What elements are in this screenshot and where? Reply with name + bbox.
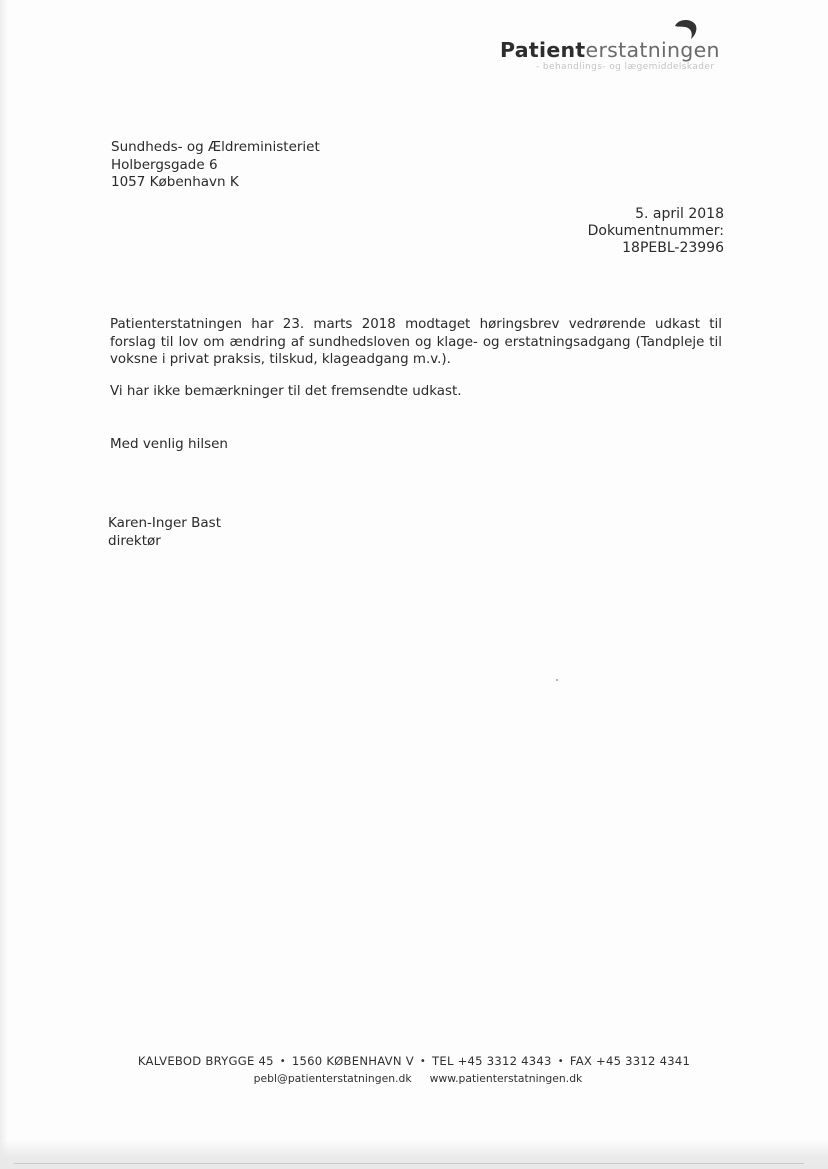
footer-separator: • [557, 1056, 564, 1067]
document-number-label: Dokumentnummer: [587, 223, 724, 239]
letter-date: 5. april 2018 [635, 206, 724, 222]
recipient-street: Holbergsgade 6 [111, 156, 218, 173]
footer-tel: TEL +45 3312 4343 [432, 1054, 552, 1068]
letter-footer [0, 1054, 828, 1085]
signature-block [108, 514, 221, 550]
body-paragraph-2: Vi har ikke bemærkninger til det fremsendte udkast. [110, 383, 462, 399]
footer-contact-line [0, 1054, 828, 1068]
footer-web-line [0, 1072, 828, 1085]
signatory-title: direktør [108, 533, 161, 549]
patienterstatningen-logo [498, 18, 728, 78]
logo-wordmark-light: erstatningen [585, 38, 720, 62]
logo-tagline: - behandlings- og lægemiddelskader [536, 62, 715, 72]
recipient-city: 1057 København K [111, 174, 239, 190]
logo-wordmark [500, 38, 720, 62]
scan-bottom-edge [0, 1140, 828, 1169]
footer-website[interactable]: www.patienterstatningen.dk [429, 1072, 583, 1085]
scan-bottom-line [14, 1163, 804, 1164]
footer-email[interactable]: pebl@patienterstatningen.dk [253, 1072, 412, 1085]
scan-left-shadow [0, 0, 8, 1169]
closing-salutation: Med venlig hilsen [110, 436, 228, 452]
footer-city: 1560 KØBENHAVN V [291, 1054, 414, 1068]
scan-speck [556, 679, 558, 681]
document-number: 18PEBL-23996 [622, 240, 724, 256]
letter-body [110, 316, 722, 414]
footer-separator: • [419, 1056, 427, 1067]
body-paragraph-1: Patienterstatningen har 23. marts 2018 modtaget høringsbrev vedrørende udkast til forslag til lov om ændring af sundhedsloven og klage- og erstatningsadgang (Tandpleje til voksne i privat praksis, tilskud, klageadgang m.v.). [110, 317, 722, 367]
logo-wordmark-bold: Patient [500, 38, 586, 62]
footer-address: KALVEBOD BRYGGE 45 [137, 1054, 274, 1068]
recipient-name: Sundheds- og Ældreministeriet [111, 139, 320, 155]
footer-fax: FAX +45 3312 4341 [569, 1054, 691, 1068]
letter-meta [588, 206, 724, 257]
footer-separator: • [279, 1056, 286, 1067]
recipient-address [111, 139, 320, 192]
signatory-name: Karen-Inger Bast [108, 515, 221, 531]
